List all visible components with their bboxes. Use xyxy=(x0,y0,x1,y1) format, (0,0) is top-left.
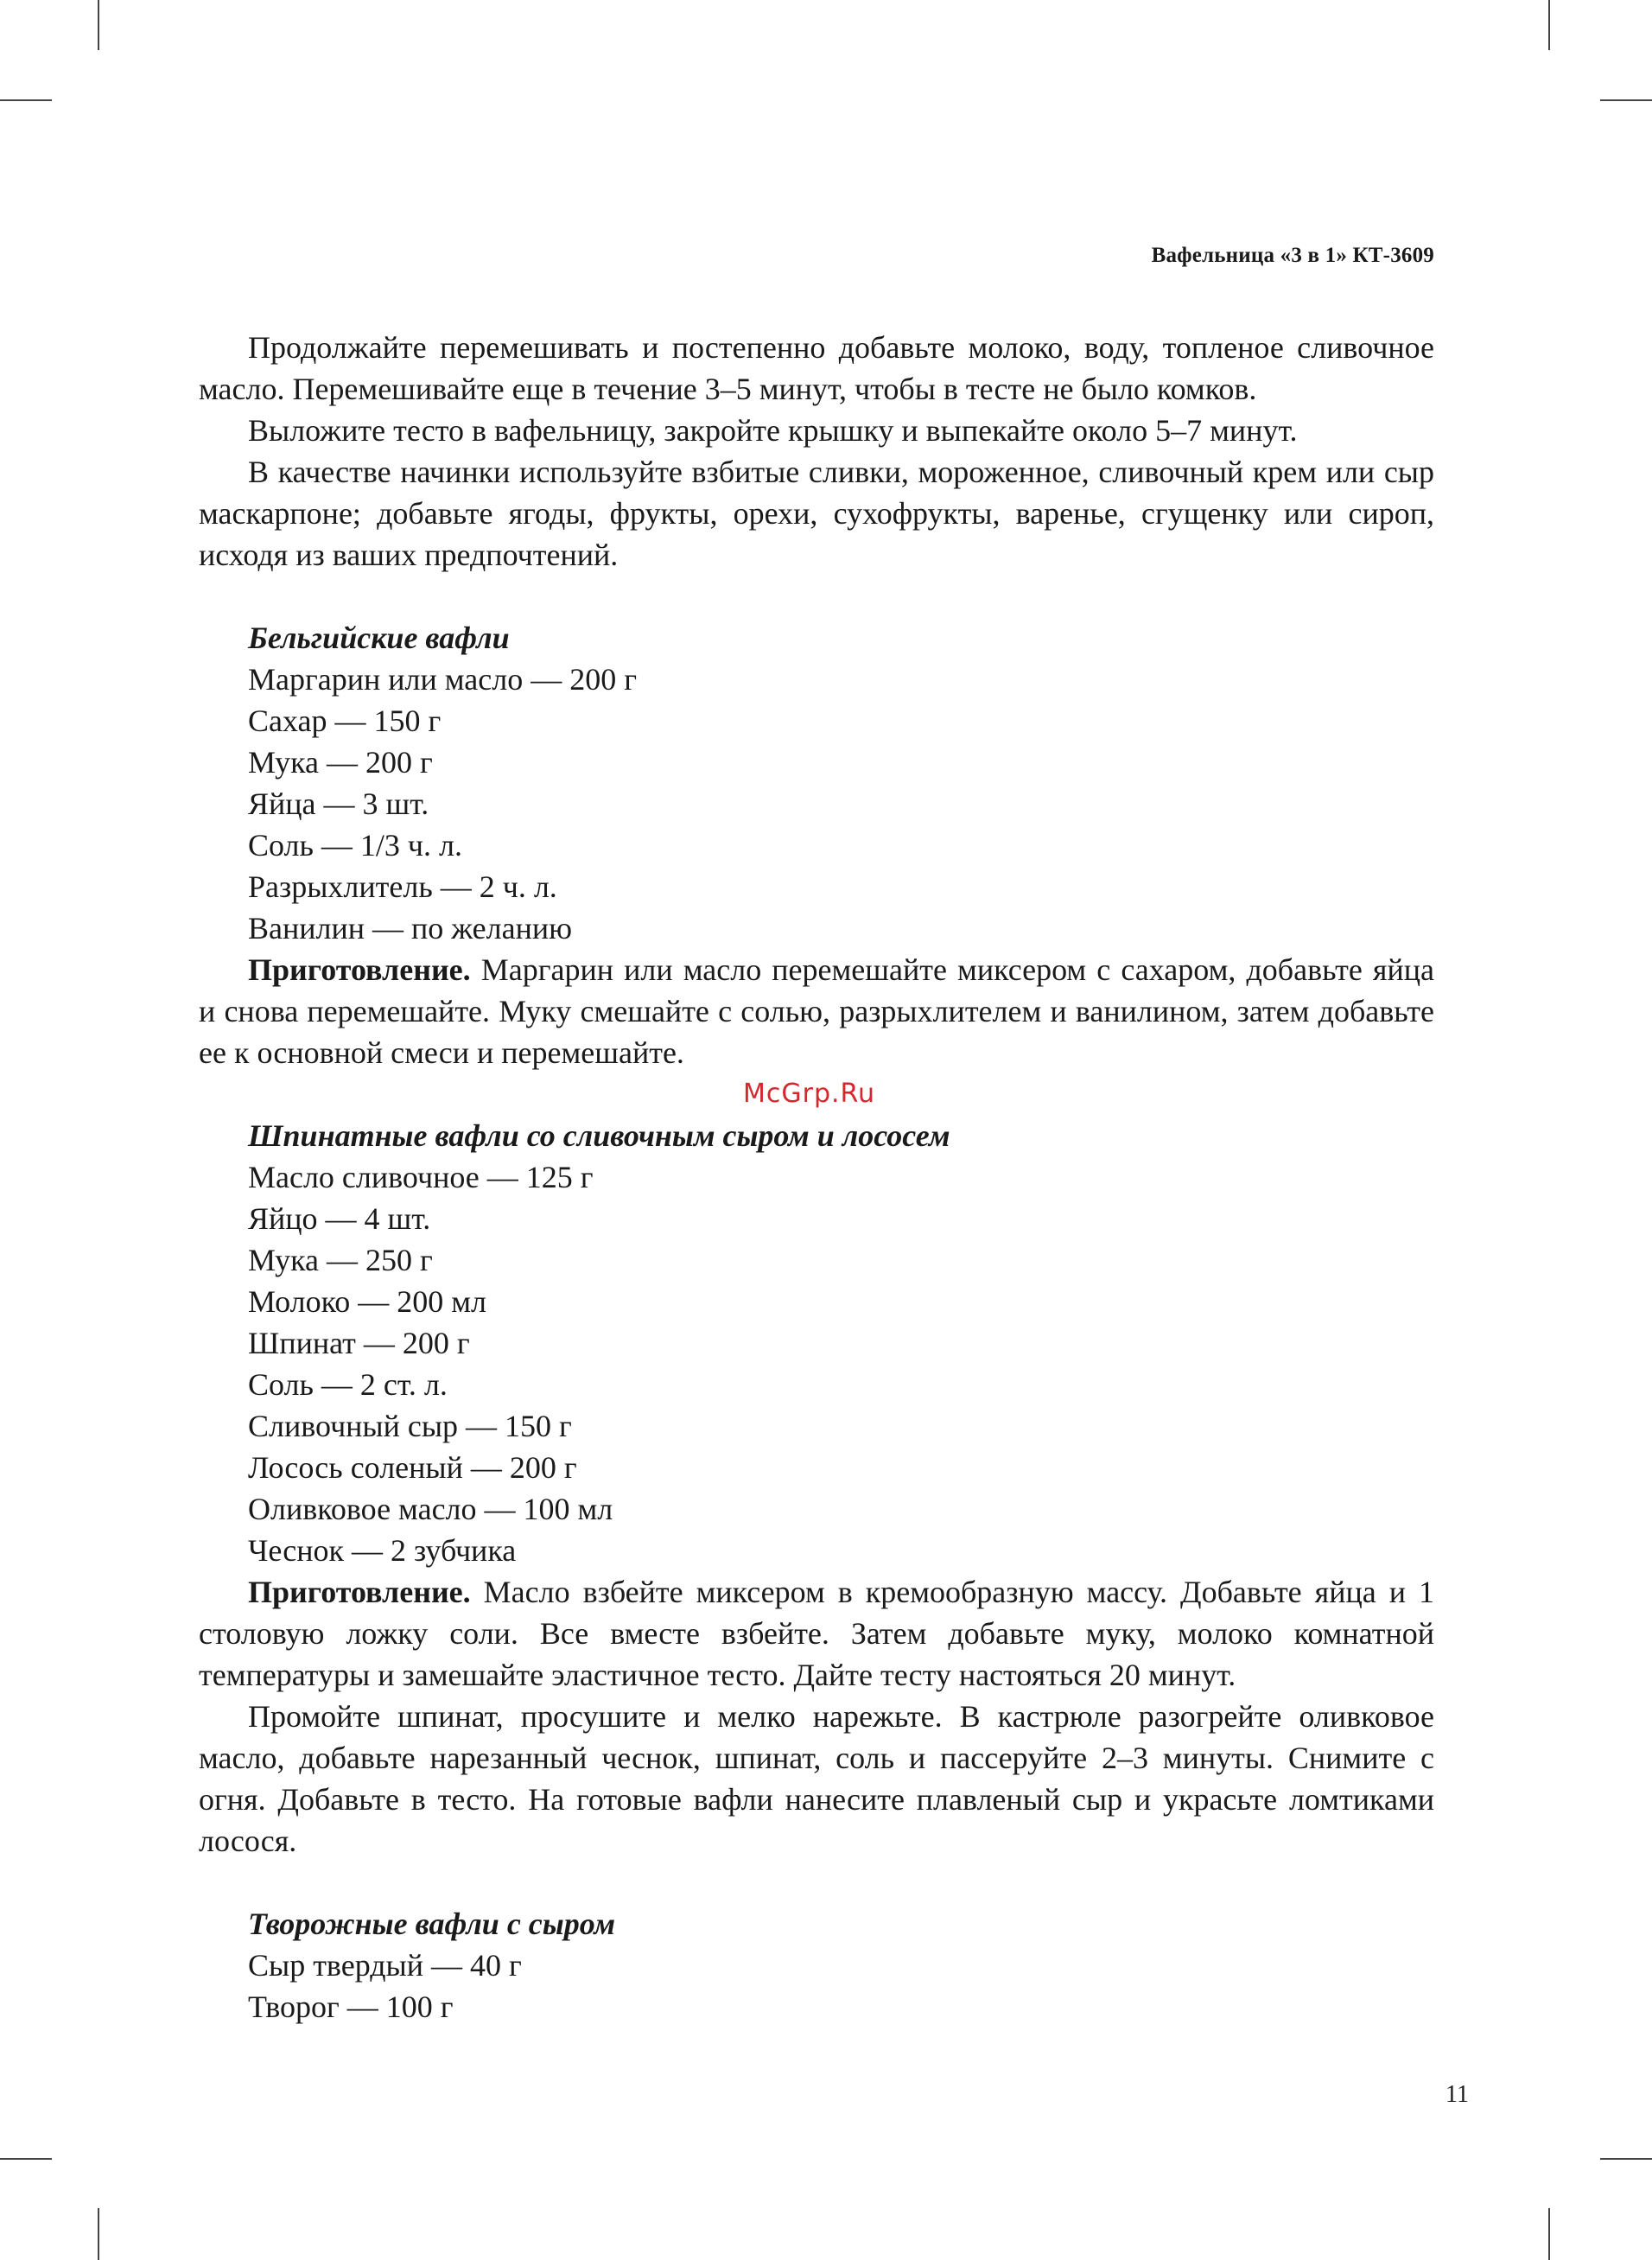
ingredient-item: Яйца — 3 шт. xyxy=(248,786,429,821)
preparation-paragraph-spinach-2: Промойте шпинат, просушите и мелко нарежьте. В кастрюле разогрейте оливковое масло, добавьте нарезанный чеснок, шпинат, соль и пассеруйте 2–3 минуты. Снимите с огня. Добавьте в тесто. На готовые вафли нанесите плавленый сыр и украсьте ломтиками лосося. xyxy=(199,1699,1434,1858)
crop-mark xyxy=(98,0,99,50)
preparation-paragraph-spinach xyxy=(199,1571,1434,1696)
crop-mark xyxy=(0,2158,52,2160)
crop-mark xyxy=(1548,0,1550,50)
ingredient-item: Мука — 200 г xyxy=(248,745,433,780)
page-number: 11 xyxy=(1446,2081,1469,2108)
preparation-label: Приготовление. xyxy=(248,952,471,987)
ingredient-item: Творог — 100 г xyxy=(248,1989,454,2024)
ingredient-item: Шпинат — 200 г xyxy=(248,1326,470,1360)
recipe-title-belgian: Бельгийские вафли xyxy=(248,621,510,655)
ingredient-item: Чеснок — 2 зубчика xyxy=(248,1533,517,1568)
spacer xyxy=(199,576,1434,617)
ingredient-item: Сахар — 150 г xyxy=(248,703,442,738)
preparation-text: Масло взбейте миксером в кремообразную массу. Добавьте яйца и 1 столовую ложку соли. Все вместе взбейте. Затем добавьте муку, молоко комнатной температуры и замешайте эластичное тесто. Дайте тесту настояться 20 минут. xyxy=(199,1575,1434,1692)
ingredient-item: Мука — 250 г xyxy=(248,1243,433,1277)
ingredient-item: Масло сливочное — 125 г xyxy=(248,1160,594,1194)
ingredient-item: Соль — 1/3 ч. л. xyxy=(248,828,462,863)
ingredient-item: Лосось соленый — 200 г xyxy=(248,1450,577,1485)
crop-mark xyxy=(1600,99,1652,101)
ingredient-item: Молоко — 200 мл xyxy=(248,1284,487,1319)
recipe-title-curd: Творожные вафли с сыром xyxy=(248,1907,616,1941)
preparation-label: Приготовление. xyxy=(248,1575,471,1609)
intro-paragraph-3: В качестве начинки используйте взбитые сливки, мороженное, сливочный крем или сыр маскарпоне; добавьте ягоды, фрукты, орехи, сухофрукты, варенье, сгущенку или сироп, исходя из ваших предпочтений. xyxy=(199,455,1434,572)
ingredient-item: Оливковое масло — 100 мл xyxy=(248,1492,613,1526)
running-header: Вафельница «3 в 1» КТ-3609 xyxy=(1151,244,1434,267)
crop-mark xyxy=(98,2208,99,2260)
preparation-text: Маргарин или масло перемешайте миксером с сахаром, добавьте яйца и снова перемешайте. Муку смешайте с солью, разрыхлителем и ванилином, затем добавьте ее к основной смеси и перемешайте. xyxy=(199,952,1434,1070)
ingredient-item: Яйцо — 4 шт. xyxy=(248,1201,431,1236)
crop-mark xyxy=(1548,2208,1550,2260)
ingredient-item: Маргарин или масло — 200 г xyxy=(248,662,637,697)
recipe-title-spinach: Шпинатные вафли со сливочным сыром и лососем xyxy=(248,1118,950,1153)
intro-paragraph-2: Выложите тесто в вафельницу, закройте крышку и выпекайте около 5–7 минут. xyxy=(248,413,1298,448)
ingredient-item: Ванилин — по желанию xyxy=(248,911,573,945)
preparation-paragraph-belgian xyxy=(199,949,1434,1073)
ingredient-item: Соль — 2 ст. л. xyxy=(248,1367,448,1402)
page-body xyxy=(199,327,1434,2028)
ingredient-item: Сыр твердый — 40 г xyxy=(248,1948,522,1983)
crop-mark xyxy=(0,99,52,101)
intro-paragraph-1: Продолжайте перемешивать и постепенно добавьте молоко, воду, топленое сливочное масло. Перемешивайте еще в течение 3–5 минут, чтобы в тесте не было комков. xyxy=(199,330,1434,406)
watermark: McGrp.Ru xyxy=(743,1079,876,1109)
crop-mark xyxy=(1600,2158,1652,2160)
ingredient-item: Сливочный сыр — 150 г xyxy=(248,1409,572,1443)
spacer xyxy=(199,1862,1434,1903)
ingredient-item: Разрыхлитель — 2 ч. л. xyxy=(248,869,557,904)
